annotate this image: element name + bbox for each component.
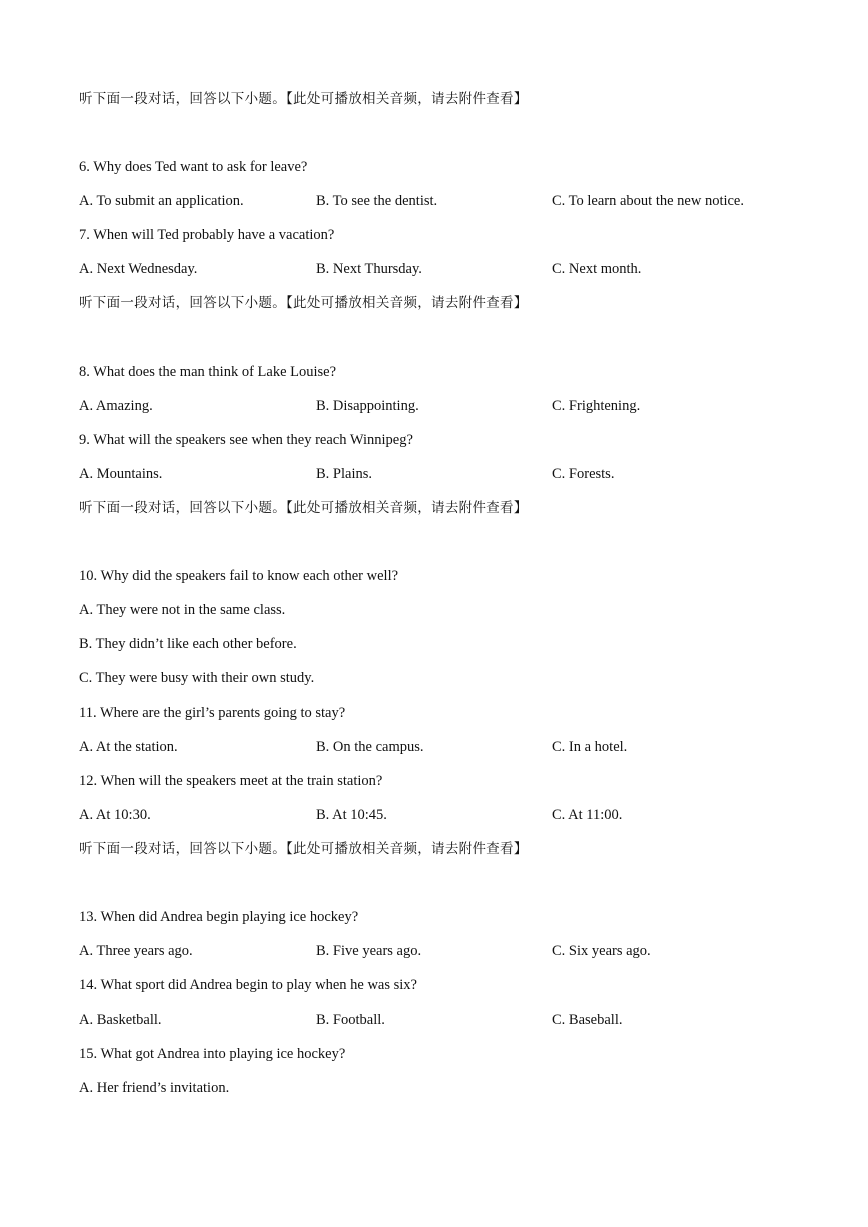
section-instruction: 听下面一段对话，回答以下小题。【此处可播放相关音频，请去附件查看】 bbox=[79, 841, 528, 857]
question-stem: 6. Why does Ted want to ask for leave? bbox=[79, 159, 308, 175]
option-a[interactable]: A. Mountains. bbox=[79, 466, 163, 482]
option-c[interactable]: C. At 11:00. bbox=[552, 807, 623, 823]
option-c[interactable]: C. Forests. bbox=[552, 466, 615, 482]
option-a[interactable]: A. Amazing. bbox=[79, 398, 153, 414]
option-a[interactable]: A. Next Wednesday. bbox=[79, 261, 198, 277]
option-a[interactable]: A. To submit an application. bbox=[79, 193, 244, 209]
option-a[interactable]: A. Three years ago. bbox=[79, 943, 193, 959]
option-b[interactable]: B. Next Thursday. bbox=[316, 261, 422, 277]
section-instruction: 听下面一段对话，回答以下小题。【此处可播放相关音频，请去附件查看】 bbox=[79, 500, 528, 516]
option-a[interactable]: A. At the station. bbox=[79, 739, 178, 755]
question-stem: 9. What will the speakers see when they reach Winnipeg? bbox=[79, 432, 413, 448]
question-stem: 15. What got Andrea into playing ice hockey? bbox=[79, 1046, 346, 1062]
option-b[interactable]: B. Plains. bbox=[316, 466, 372, 482]
question-stem: 10. Why did the speakers fail to know each other well? bbox=[79, 568, 399, 584]
option-c[interactable]: C. They were busy with their own study. bbox=[79, 670, 315, 686]
option-c[interactable]: C. Six years ago. bbox=[552, 943, 651, 959]
option-b[interactable]: B. Disappointing. bbox=[316, 398, 419, 414]
option-a[interactable]: A. They were not in the same class. bbox=[79, 602, 286, 618]
option-b[interactable]: B. At 10:45. bbox=[316, 807, 387, 823]
option-c[interactable]: C. In a hotel. bbox=[552, 739, 628, 755]
option-b[interactable]: B. Five years ago. bbox=[316, 943, 422, 959]
option-b[interactable]: B. They didn’t like each other before. bbox=[79, 636, 297, 652]
option-b[interactable]: B. Football. bbox=[316, 1012, 385, 1028]
option-c[interactable]: C. Frightening. bbox=[552, 398, 641, 414]
option-a[interactable]: A. Basketball. bbox=[79, 1012, 162, 1028]
question-stem: 12. When will the speakers meet at the train station? bbox=[79, 773, 383, 789]
option-b[interactable]: B. To see the dentist. bbox=[316, 193, 438, 209]
question-stem: 14. What sport did Andrea begin to play when he was six? bbox=[79, 977, 417, 993]
option-c[interactable]: C. To learn about the new notice. bbox=[552, 193, 744, 209]
section-instruction: 听下面一段对话，回答以下小题。【此处可播放相关音频，请去附件查看】 bbox=[79, 295, 528, 311]
question-stem: 13. When did Andrea begin playing ice hockey? bbox=[79, 909, 359, 925]
option-a[interactable]: A. Her friend’s invitation. bbox=[79, 1080, 230, 1096]
section-instruction: 听下面一段对话，回答以下小题。【此处可播放相关音频，请去附件查看】 bbox=[79, 91, 528, 107]
question-stem: 11. Where are the girl’s parents going to stay? bbox=[79, 705, 346, 721]
question-stem: 7. When will Ted probably have a vacation? bbox=[79, 227, 335, 243]
option-a[interactable]: A. At 10:30. bbox=[79, 807, 151, 823]
option-c[interactable]: C. Baseball. bbox=[552, 1012, 623, 1028]
option-b[interactable]: B. On the campus. bbox=[316, 739, 424, 755]
question-stem: 8. What does the man think of Lake Louise? bbox=[79, 364, 337, 380]
option-c[interactable]: C. Next month. bbox=[552, 261, 642, 277]
